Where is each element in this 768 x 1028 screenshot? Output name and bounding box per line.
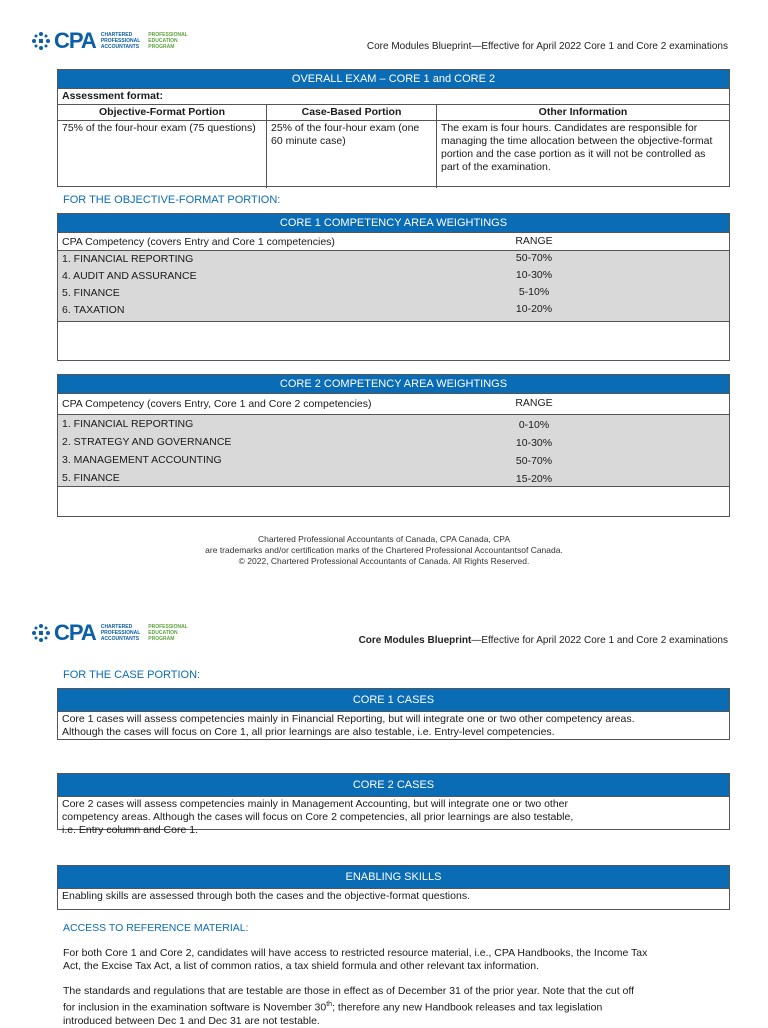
core1-header-competency: CPA Competency (covers Entry and Core 1 competencies) <box>62 236 335 248</box>
footer-line: © 2022, Chartered Professional Accountants of Canada. All Rights Reserved. <box>238 556 530 566</box>
core2-weightings-table <box>57 374 730 517</box>
core1-cases-text: Core 1 cases will assess competencies mainly in Financial Reporting, but will integrate one or two other competency areas. Although the cases will focus on Core 1, all prior learnings are also testable, i.e. Entry-level competencies. <box>62 713 635 738</box>
competency-range: 0-10% <box>518 419 550 431</box>
overall-header-row <box>58 104 729 121</box>
overall-data-row <box>58 121 729 188</box>
table-row <box>58 303 729 320</box>
competency-name: 1. FINANCIAL REPORTING <box>62 253 194 265</box>
competency-name: 2. STRATEGY AND GOVERNANCE <box>62 436 232 448</box>
footer-line: Chartered Professional Accountants of Canada, CPA Canada, CPA <box>258 534 510 544</box>
enabling-skills-title: ENABLING SKILLS <box>58 866 729 889</box>
core1-header-range: RANGE <box>515 235 553 247</box>
core1-header-row <box>58 233 729 251</box>
reference-paragraph-2: The standards and regulations that are testable are those in effect as of December 31 of the prior year. Note that the cut off for inclusion in the examination software is November 30th; therefore any new Handbook releases and tax legislation introduced between Dec 1 and Dec 31 are not testable. <box>63 985 635 1027</box>
maple-leaf-icon <box>30 30 52 52</box>
col-header-case: Case-Based Portion <box>267 105 437 120</box>
competency-name: 5. FINANCE <box>62 472 120 484</box>
core2-weightings-title: CORE 2 COMPETENCY AREA WEIGHTINGS <box>58 375 729 394</box>
enabling-skills-box <box>57 865 730 910</box>
core1-rows <box>58 251 729 321</box>
core2-empty-row <box>58 486 729 518</box>
competency-range: 5-10% <box>518 286 550 298</box>
assessment-format-label: Assessment format: <box>62 90 163 102</box>
maple-leaf-icon <box>30 622 52 644</box>
competency-name: 6. TAXATION <box>62 304 125 316</box>
page-header: Core Modules Blueprint—Effective for April 2022 Core 1 and Core 2 examinations <box>358 635 728 646</box>
competency-name: 1. FINANCIAL REPORTING <box>62 418 194 430</box>
copyright-footer <box>0 534 768 567</box>
competency-name: 5. FINANCE <box>62 287 120 299</box>
case-portion-heading: FOR THE CASE PORTION: <box>63 669 201 681</box>
overall-exam-table <box>57 69 730 187</box>
table-row <box>58 453 729 470</box>
cpa-logo <box>30 620 196 646</box>
logo-text-1: CHARTERED PROFESSIONAL ACCOUNTANTS <box>100 32 141 50</box>
core2-rows <box>58 415 729 486</box>
competency-range: 10-30% <box>515 269 553 281</box>
logo-brand: CPA <box>54 620 96 645</box>
core2-header-row <box>58 394 729 415</box>
competency-range: 10-20% <box>515 303 553 315</box>
reference-material-heading: ACCESS TO REFERENCE MATERIAL: <box>63 922 249 934</box>
core1-empty-row <box>58 321 729 360</box>
logo-brand: CPA <box>54 28 96 53</box>
competency-range: 15-20% <box>515 473 553 485</box>
page-header: Core Modules Blueprint—Effective for April 2022 Core 1 and Core 2 examinations <box>366 41 728 52</box>
table-row <box>58 435 729 452</box>
enabling-skills-text: Enabling skills are assessed through both the cases and the objective-format questions. <box>62 890 470 902</box>
table-row <box>58 417 729 434</box>
logo-text-2: PROFESSIONAL EDUCATION PROGRAM <box>148 624 188 642</box>
table-row <box>58 471 729 488</box>
table-row <box>58 286 729 303</box>
core1-weightings-table <box>57 213 730 361</box>
case-portion-cell: 25% of the four-hour exam (one 60 minute case) <box>267 121 437 188</box>
core1-cases-box <box>57 688 730 740</box>
core2-cases-box <box>57 773 730 836</box>
col-header-other: Other Information <box>538 106 628 118</box>
core2-header-range: RANGE <box>515 397 553 409</box>
core1-weightings-title: CORE 1 COMPETENCY AREA WEIGHTINGS <box>58 214 729 233</box>
reference-paragraph-1: For both Core 1 and Core 2, candidates will have access to restricted resource material, i.e., CPA Handbooks, the Income Tax Act, the Excise Tax Act, a list of common ratios, a tax shield formula and other relevant tax information. <box>63 947 648 972</box>
table-row <box>58 252 729 269</box>
col-header-objective: Objective-Format Portion <box>58 105 267 120</box>
objective-portion-cell: 75% of the four-hour exam (75 questions) <box>58 121 267 188</box>
competency-range: 50-70% <box>515 252 553 264</box>
overall-exam-title: OVERALL EXAM – CORE 1 and CORE 2 <box>58 70 729 89</box>
competency-range: 10-30% <box>515 437 553 449</box>
competency-name: 4. AUDIT AND ASSURANCE <box>62 270 197 282</box>
core2-cases-title: CORE 2 CASES <box>58 774 729 797</box>
objective-format-heading: FOR THE OBJECTIVE-FORMAT PORTION: <box>63 194 281 206</box>
core1-cases-title: CORE 1 CASES <box>58 689 729 712</box>
logo-text-1: CHARTERED PROFESSIONAL ACCOUNTANTS <box>100 624 141 642</box>
core2-header-competency: CPA Competency (covers Entry, Core 1 and Core 2 competencies) <box>62 398 372 410</box>
other-info-cell: The exam is four hours. Candidates are responsible for managing the time allocation between the objective-format portion and the case portion as it will not be controlled as part of the examination. <box>441 122 713 173</box>
page-2 <box>0 580 768 1027</box>
footer-line: are trademarks and/or certification marks of the Chartered Professional Accountantsof Canada. <box>205 545 563 555</box>
cpa-logo <box>30 28 196 54</box>
table-row <box>58 269 729 286</box>
competency-name: 3. MANAGEMENT ACCOUNTING <box>62 454 222 466</box>
competency-range: 50-70% <box>515 455 553 467</box>
logo-text-2: PROFESSIONAL EDUCATION PROGRAM <box>148 32 188 50</box>
core2-cases-text: Core 2 cases will assess competencies mainly in Management Accounting, but will integrate one or two other competency areas. Although the cases will focus on Core 2 competencies, all prior learnings are also testable, i.e. Entry column and Core 1. <box>62 798 574 836</box>
